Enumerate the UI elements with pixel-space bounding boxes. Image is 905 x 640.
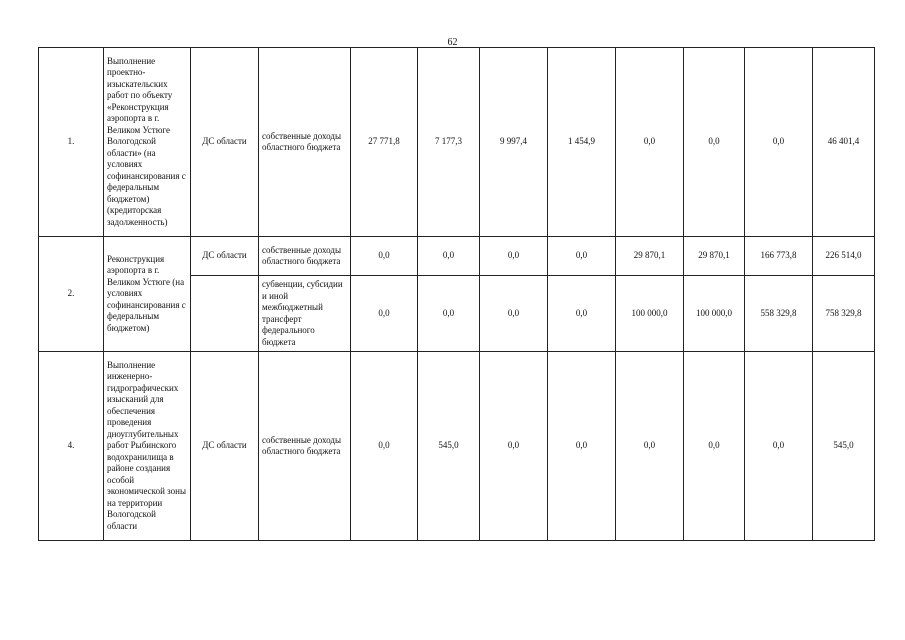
row-number: 2. (39, 237, 104, 352)
value-cell: 558 329,8 (745, 276, 813, 352)
value-cell: 0,0 (745, 48, 813, 237)
executor-cell: ДС области (191, 352, 259, 541)
table-row (39, 237, 875, 276)
value-cell: 0,0 (616, 352, 684, 541)
row-number: 1. (39, 48, 104, 237)
value-cell: 29 870,1 (616, 237, 684, 276)
value-cell: 100 000,0 (684, 276, 745, 352)
value-cell: 0,0 (480, 237, 548, 276)
value-cell: 27 771,8 (351, 48, 418, 237)
value-cell: 0,0 (351, 237, 418, 276)
value-cell: 100 000,0 (616, 276, 684, 352)
total-cell: 545,0 (813, 352, 875, 541)
value-cell: 545,0 (418, 352, 480, 541)
value-cell: 0,0 (351, 352, 418, 541)
page-number: 62 (447, 37, 458, 48)
value-cell: 0,0 (418, 276, 480, 352)
value-cell: 0,0 (684, 48, 745, 237)
value-cell: 0,0 (480, 352, 548, 541)
total-cell: 46 401,4 (813, 48, 875, 237)
measure-description: Реконструкция аэропорта в г. Великом Устюге (на условиях софинансирования с федеральным бюджетом) (104, 237, 191, 352)
value-cell: 0,0 (351, 276, 418, 352)
value-cell: 166 773,8 (745, 237, 813, 276)
value-cell: 0,0 (548, 276, 616, 352)
value-cell: 0,0 (548, 352, 616, 541)
funding-source: собственные доходы областного бюджета (259, 48, 351, 237)
value-cell: 29 870,1 (684, 237, 745, 276)
table-row (39, 352, 875, 541)
executor-cell: ДС области (191, 48, 259, 237)
value-cell: 0,0 (548, 237, 616, 276)
value-cell: 9 997,4 (480, 48, 548, 237)
funding-source: собственные доходы областного бюджета (259, 352, 351, 541)
value-cell: 0,0 (418, 237, 480, 276)
value-cell: 1 454,9 (548, 48, 616, 237)
value-cell: 0,0 (616, 48, 684, 237)
budget-table (38, 47, 875, 541)
total-cell: 226 514,0 (813, 237, 875, 276)
funding-source: субвенции, субсидии и иной межбюджетный трансферт федерального бюджета (259, 276, 351, 352)
executor-cell (191, 276, 259, 352)
funding-source: собственные доходы областного бюджета (259, 237, 351, 276)
total-cell: 758 329,8 (813, 276, 875, 352)
measure-description: Выполнение проектно-изыскательских работ по объекту «Реконструкция аэропорта в г. Великом Устюге Вологодской области» (на условиях софинансирования с федеральным бюджетом) (кредиторская задолженность) (104, 48, 191, 237)
table-row (39, 48, 875, 237)
row-number: 4. (39, 352, 104, 541)
executor-cell: ДС области (191, 237, 259, 276)
value-cell: 7 177,3 (418, 48, 480, 237)
measure-description: Выполнение инженерно-гидрографических изысканий для обеспечения проведения дноуглубительных работ Рыбинского водохранилища в районе создания особой экономической зоны на территории Вологодской области (104, 352, 191, 541)
value-cell: 0,0 (480, 276, 548, 352)
value-cell: 0,0 (684, 352, 745, 541)
value-cell: 0,0 (745, 352, 813, 541)
